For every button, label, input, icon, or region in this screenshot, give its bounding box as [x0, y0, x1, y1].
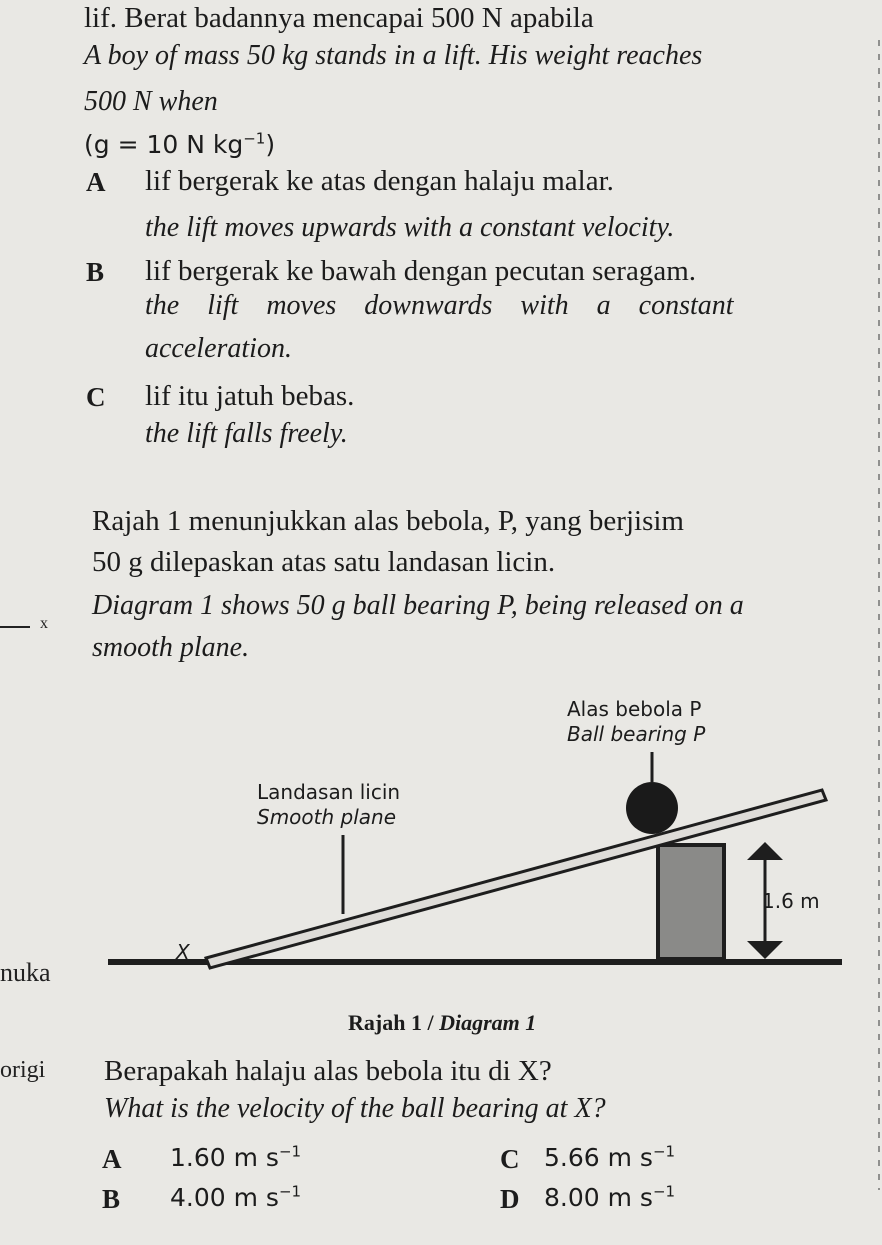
q2-option-c-value — [544, 1143, 675, 1172]
caption-malay: Rajah 1 / — [348, 1010, 440, 1035]
option-a-text: 1.60 m s — [170, 1143, 279, 1172]
height-arrow-down — [747, 941, 783, 959]
q2-option-b-letter: B — [102, 1184, 121, 1214]
option-a-exp: −1 — [278, 1142, 302, 1161]
margin-fragment-1: nuka — [0, 958, 51, 987]
q2-option-d-letter: D — [500, 1184, 520, 1214]
q1-option-c-malay: lif itu jatuh bebas. — [145, 380, 355, 412]
support-block — [658, 845, 724, 959]
gravity-exponent: −1 — [243, 129, 266, 148]
option-d-text: 8.00 m s — [544, 1183, 653, 1212]
gravity-text: (g = 10 N kg — [84, 130, 244, 159]
q2-option-a-value — [170, 1143, 301, 1172]
q1-option-c-letter: C — [86, 382, 106, 412]
gravity-close: ) — [265, 130, 276, 159]
point-x-label: X — [176, 940, 190, 964]
q2-intro-english-line2: smooth plane. — [92, 632, 250, 663]
q1-option-b-english-line2: acceleration. — [145, 333, 292, 364]
q2-option-a-letter: A — [102, 1144, 122, 1174]
q2-question-malay: Berapakah halaju alas bebola itu di X? — [104, 1055, 552, 1087]
q2-option-b-value — [170, 1183, 301, 1212]
q1-option-c-english: the lift falls freely. — [145, 418, 348, 449]
q2-intro-english-line1: Diagram 1 shows 50 g ball bearing P, being released on a — [92, 590, 744, 621]
q1-option-b-english-line1: the lift moves downwards with a constant — [145, 290, 734, 321]
margin-fragment-2: origi — [0, 1057, 46, 1083]
q2-option-c-letter: C — [500, 1144, 520, 1174]
q1-option-a-malay: lif bergerak ke atas dengan halaju malar. — [145, 165, 614, 197]
option-c-text: 5.66 m s — [544, 1143, 653, 1172]
plane-label-malay: Landasan licin — [257, 780, 401, 804]
q1-option-b-malay: lif bergerak ke bawah dengan pecutan seragam. — [145, 255, 697, 287]
q1-stem-english-line1: A boy of mass 50 kg stands in a lift. His weight reaches — [84, 40, 703, 71]
q1-option-a-english: the lift moves upwards with a constant velocity. — [145, 212, 675, 243]
margin-arrow-line — [0, 626, 30, 628]
right-edge-dashes — [878, 40, 880, 1190]
height-arrow-up — [747, 842, 783, 860]
ball-label-malay: Alas bebola P — [567, 697, 702, 721]
q1-option-a-letter: A — [86, 167, 106, 197]
margin-fragment-3: x — [40, 615, 48, 632]
diagram-caption — [348, 1010, 536, 1036]
q1-stem-malay: lif. Berat badannya mencapai 500 N apabila — [84, 2, 594, 34]
option-b-text: 4.00 m s — [170, 1183, 279, 1212]
plane-label-english: Smooth plane — [257, 805, 397, 829]
q2-intro-malay-line2: 50 g dilepaskan atas satu landasan licin. — [92, 546, 556, 578]
caption-english: Diagram 1 — [439, 1010, 537, 1035]
ball-bearing — [626, 782, 678, 834]
q1-option-b-letter: B — [86, 257, 105, 287]
option-c-exp: −1 — [652, 1142, 676, 1161]
q2-option-d-value — [544, 1183, 675, 1212]
option-d-exp: −1 — [652, 1182, 676, 1201]
height-label: 1.6 m — [762, 889, 820, 913]
q2-question-english: What is the velocity of the ball bearing at X? — [104, 1093, 606, 1124]
q2-intro-malay-line1: Rajah 1 menunjukkan alas bebola, P, yang berjisim — [92, 505, 684, 537]
q1-stem-english-line2: 500 N when — [84, 86, 218, 117]
ball-label-english: Ball bearing P — [567, 722, 706, 746]
option-b-exp: −1 — [278, 1182, 302, 1201]
